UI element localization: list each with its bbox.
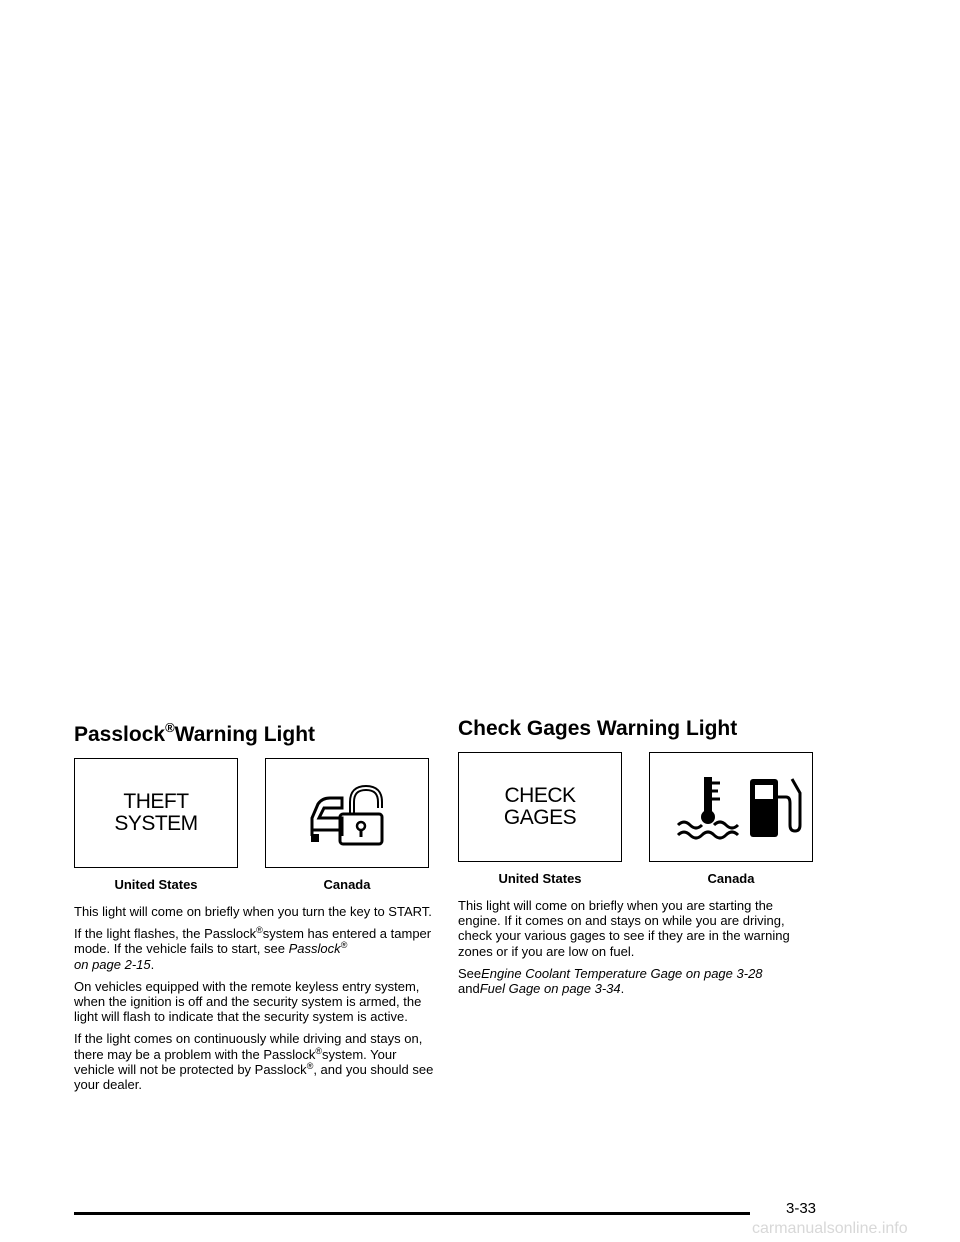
- paragraph: If the light flashes, the Passlock®system has entered a tamper mode. If the vehicle fails to start, see Passlock® on page 2-15.: [74, 925, 432, 972]
- paragraph: This light will come on briefly when you are starting the engine. If it comes on and stays on while you are driving, check your various gages to see if they are in the warning zones or if you are low on fuel.: [458, 898, 790, 959]
- passlock-indicator-panels: [74, 758, 434, 908]
- paragraph: On vehicles equipped with the remote keyless entry system, when the ignition is off and the security system is armed, the light will flash to indicate that the security system is active.: [74, 978, 422, 1025]
- page-number: 3-33: [786, 1200, 817, 1217]
- check-gages-body: [458, 898, 818, 996]
- caption-canada: Canada: [707, 871, 755, 886]
- caption-united-states: United States: [114, 877, 198, 892]
- passlock-link[interactable]: Passlock® on page 2-15: [74, 940, 348, 972]
- passlock-heading: Passlock®Warning Light: [74, 720, 316, 746]
- check-gages-heading: Check Gages Warning Light: [458, 717, 738, 740]
- passlock-body: [74, 904, 434, 1092]
- paragraph: SeeEngine Coolant Temperature Gage on page 3-28 andFuel Gage on page 3-34.: [458, 965, 763, 997]
- coolant-temperature-and-fuel-icon: [649, 752, 813, 862]
- check-gages-indicator: CHECK GAGES: [458, 752, 622, 862]
- passlock-section: [74, 714, 434, 1099]
- caption-canada: Canada: [323, 877, 371, 892]
- fuel-gage-link[interactable]: Fuel Gage on page 3-34: [479, 981, 621, 997]
- paragraph: This light will come on briefly when you turn the key to START.: [74, 904, 432, 919]
- engine-coolant-gage-link[interactable]: Engine Coolant Temperature Gage on page 3-28: [481, 965, 763, 981]
- paragraph: If the light comes on continuously while driving and stays on, there may be a problem with the Passlock®system. Your vehicle will not be protected by Passlock®, and you should see your dealer.: [74, 1031, 434, 1093]
- footer-rule: [74, 1212, 750, 1215]
- site-watermark: carmanualsonline.info: [752, 1220, 908, 1237]
- car-lock-icon: [265, 758, 429, 868]
- caption-united-states: United States: [498, 871, 582, 886]
- check-gages-indicator-panels: [458, 752, 818, 902]
- theft-system-indicator: THEFT SYSTEM: [74, 758, 238, 868]
- check-gages-section: [458, 714, 818, 1003]
